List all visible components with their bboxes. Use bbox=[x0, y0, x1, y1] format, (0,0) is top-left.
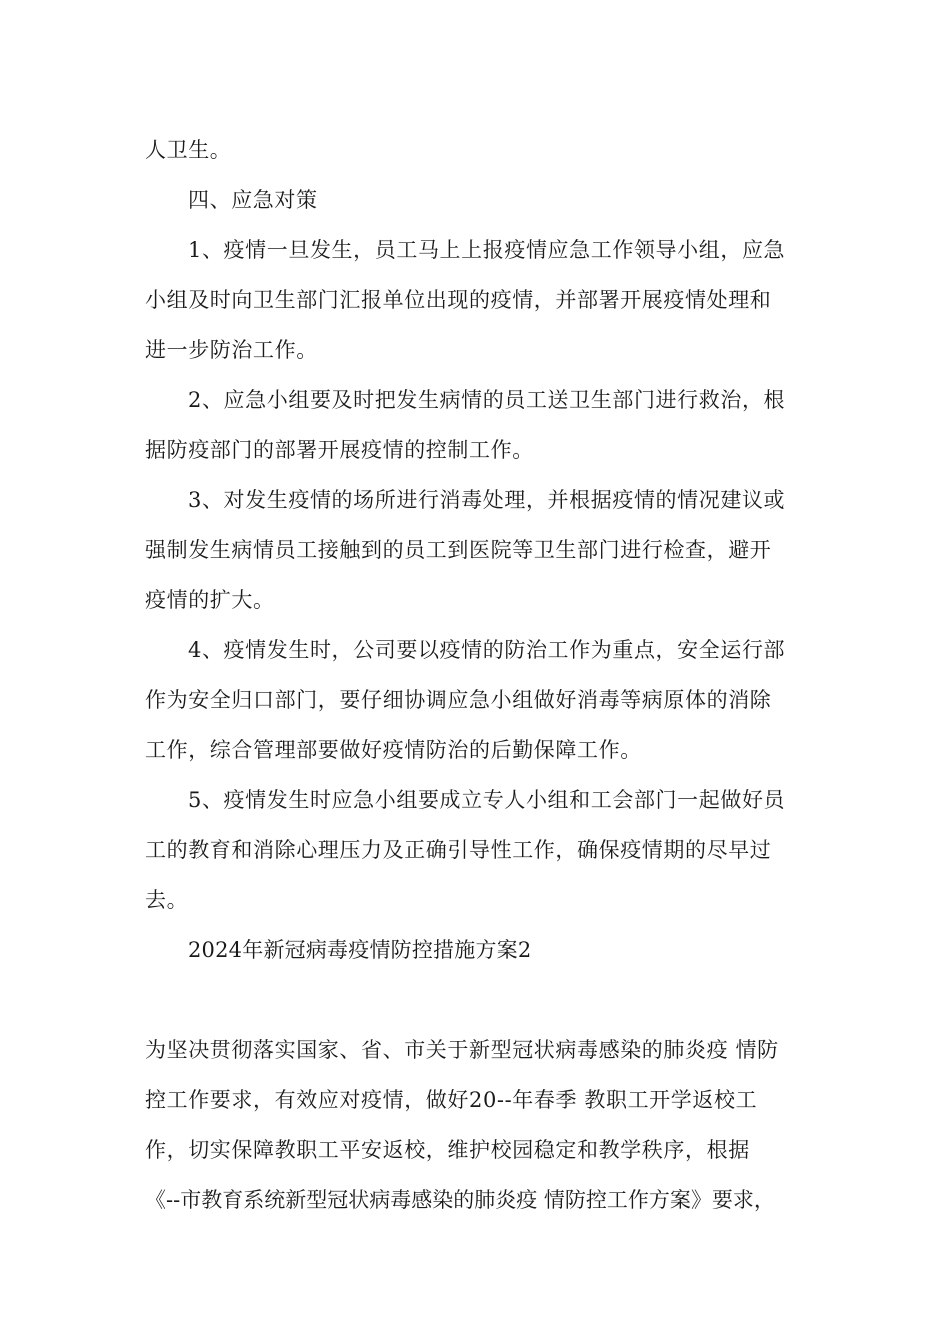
text-line: 疫情的扩大。 bbox=[145, 588, 275, 612]
text-line: 小组及时向卫生部门汇报单位出现的疫情，并部署开展疫情处理和 bbox=[145, 288, 772, 312]
text-line: 人卫生。 bbox=[145, 138, 232, 162]
text-line: 2、应急小组要及时把发生病情的员工送卫生部门进行救治，根 bbox=[188, 388, 786, 412]
text-line: 工的教育和消除心理压力及正确引导性工作，确保疫情期的尽早过 bbox=[145, 838, 772, 862]
text-line: 为坚决贯彻落实国家、省、市关于新型冠状病毒感染的肺炎疫 情防 bbox=[145, 1038, 779, 1062]
text-line: 去。 bbox=[145, 888, 189, 912]
text-line: 据防疫部门的部署开展疫情的控制工作。 bbox=[145, 438, 534, 462]
text-line: 工作，综合管理部要做好疫情防治的后勤保障工作。 bbox=[145, 738, 642, 762]
section-title: 2024年新冠病毒疫情防控措施方案2 bbox=[188, 938, 532, 962]
text-line: 4、疫情发生时，公司要以疫情的防治工作为重点，安全运行部 bbox=[188, 638, 786, 662]
text-line: 作，切实保障教职工平安返校，维护校园稳定和教学秩序，根据 bbox=[145, 1138, 750, 1162]
text-line: 控工作要求，有效应对疫情，做好20--年春季 教职工开学返校工 bbox=[145, 1088, 758, 1112]
text-line: 1、疫情一旦发生，员工马上上报疫情应急工作领导小组，应急 bbox=[188, 238, 786, 262]
text-line: 作为安全归口部门，要仔细协调应急小组做好消毒等病原体的消除 bbox=[145, 688, 772, 712]
section-heading: 四、应急对策 bbox=[188, 188, 318, 212]
text-line: 强制发生病情员工接触到的员工到医院等卫生部门进行检查，避开 bbox=[145, 538, 772, 562]
text-line: 《--市教育系统新型冠状病毒感染的肺炎疫 情防控工作方案》要求， bbox=[145, 1188, 775, 1212]
text-line: 5、疫情发生时应急小组要成立专人小组和工会部门一起做好员 bbox=[188, 788, 786, 812]
text-line: 进一步防治工作。 bbox=[145, 338, 318, 362]
text-line: 3、对发生疫情的场所进行消毒处理，并根据疫情的情况建议或 bbox=[188, 488, 786, 512]
